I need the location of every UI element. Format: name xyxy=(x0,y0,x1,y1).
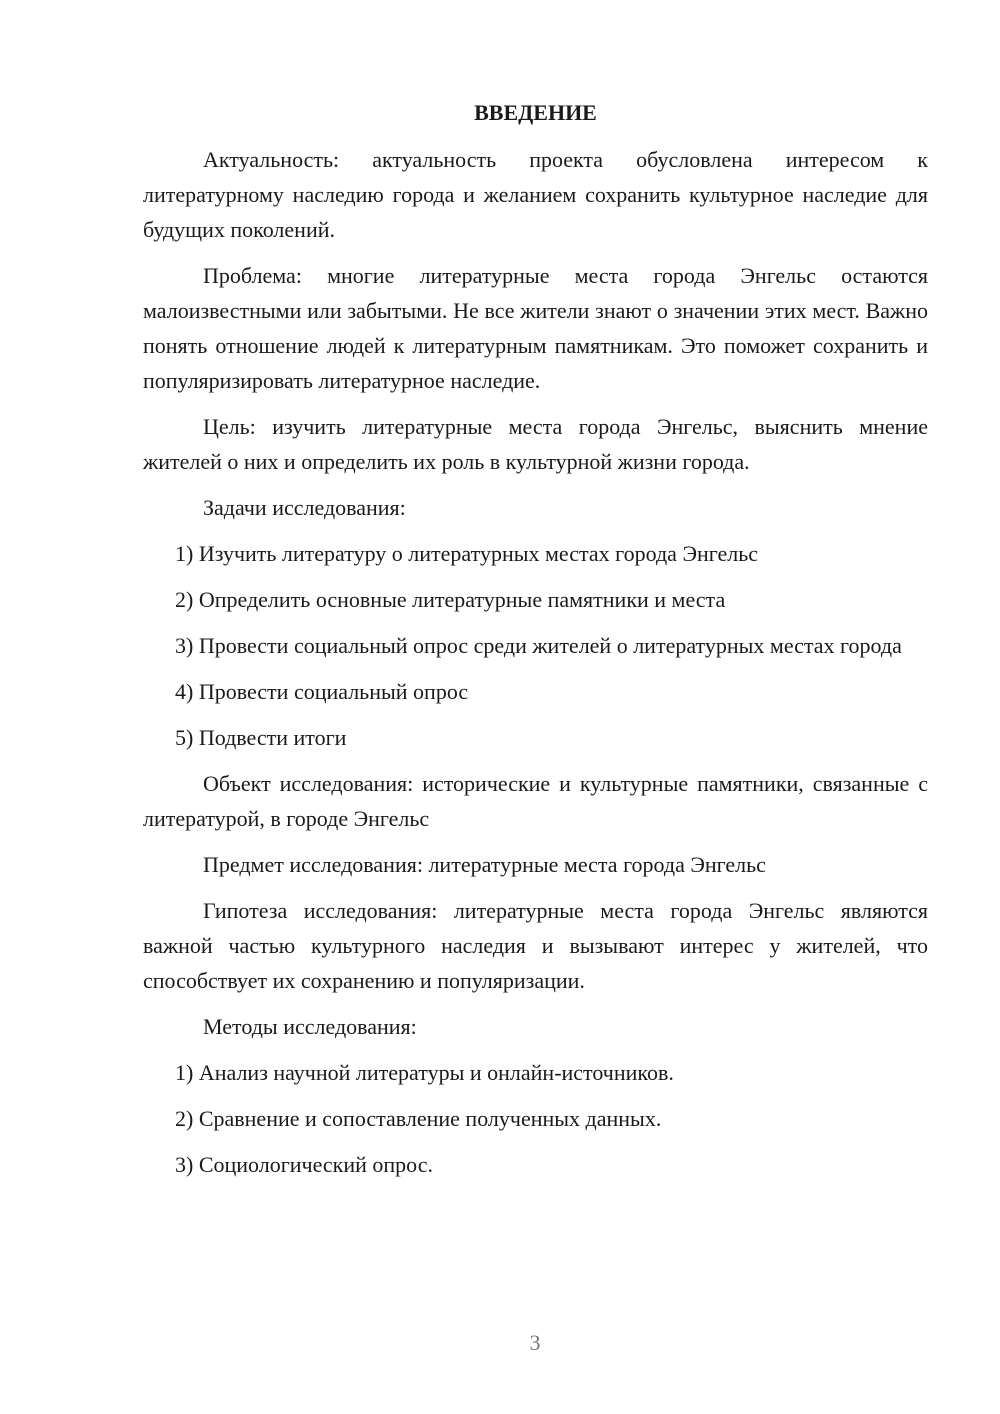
method-item: 2) Сравнение и сопоставление полученных данных. xyxy=(175,1106,662,1131)
task-item: 2) Определить основные литературные памятники и места xyxy=(175,587,726,612)
method-item: 1) Анализ научной литературы и онлайн-источников. xyxy=(175,1060,674,1085)
page-content xyxy=(143,95,928,1193)
page-number: 3 xyxy=(529,1330,541,1355)
section-title: ВВЕДЕНИЕ xyxy=(474,100,597,125)
methods-heading: Методы исследования: xyxy=(203,1014,417,1039)
hypothesis-paragraph: Гипотеза исследования: литературные места города Энгельс являются важной частью культурного наследия и вызывают интерес у жителей, что способствует их сохранению и популяризации. xyxy=(143,898,928,993)
subject-paragraph: Предмет исследования: литературные места города Энгельс xyxy=(203,852,766,877)
goal-paragraph: Цель: изучить литературные места города Энгельс, выяснить мнение жителей о них и определить их роль в культурной жизни города. xyxy=(143,414,928,474)
task-item: 3) Провести социальный опрос среди жителей о литературных местах города xyxy=(175,633,902,658)
task-item: 4) Провести социальный опрос xyxy=(175,679,469,704)
task-item: 5) Подвести итоги xyxy=(175,725,347,750)
relevance-paragraph: Актуальность: актуальность проекта обусловлена интересом к литературному наследию города и желанием сохранить культурное наследие для будущих поколений. xyxy=(143,147,928,242)
task-item: 1) Изучить литературу о литературных местах города Энгельс xyxy=(175,541,759,566)
tasks-heading: Задачи исследования: xyxy=(203,495,406,520)
problem-paragraph: Проблема: многие литературные места города Энгельс остаются малоизвестными или забытыми. Не все жители знают о значении этих мест. Важно понять отношение людей к литературным памятникам. Это поможет сохранить и популяризировать литературное наследие. xyxy=(143,263,928,393)
method-item: 3) Социологический опрос. xyxy=(175,1152,433,1177)
object-paragraph: Объект исследования: исторические и культурные памятники, связанные с литературой, в городе Энгельс xyxy=(143,771,928,831)
